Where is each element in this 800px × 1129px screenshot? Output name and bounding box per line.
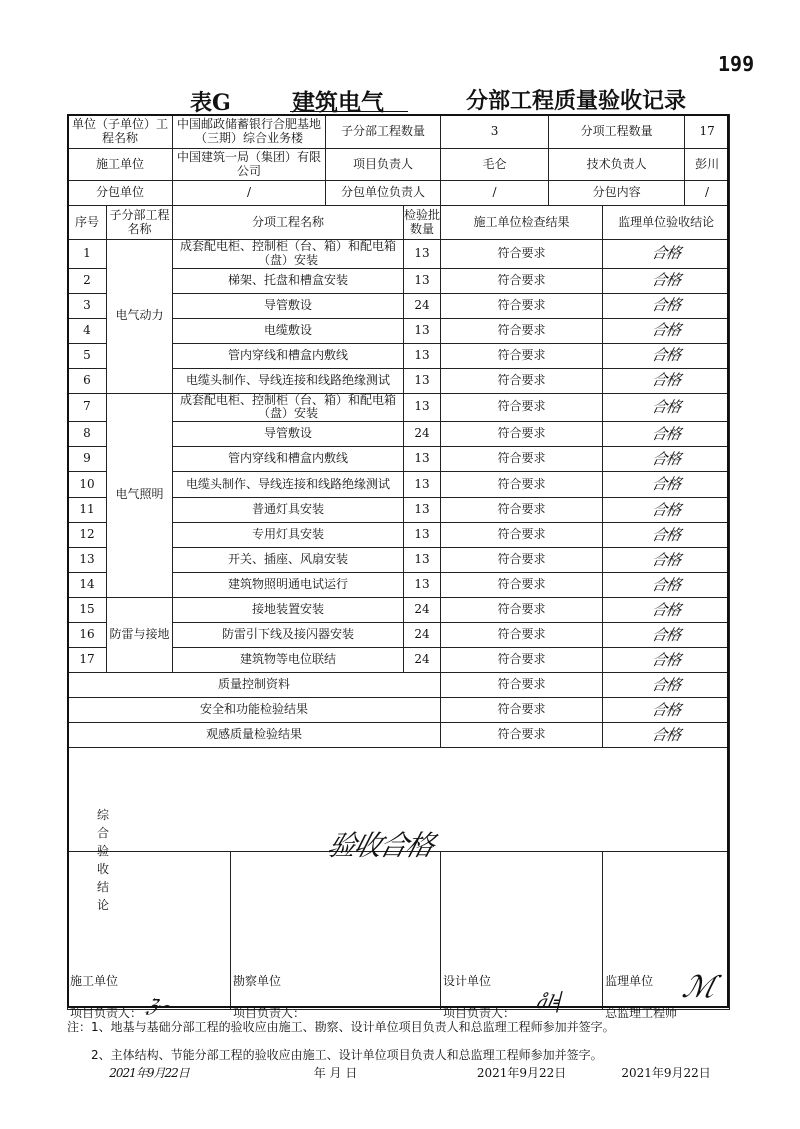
contractor-label: 施工单位 xyxy=(68,149,173,181)
verdict-text: 合格 xyxy=(650,449,683,468)
sub-count-value: 3 xyxy=(441,115,549,149)
item-name: 成套配电柜、控制柜（台、箱）和配电箱（盘）安装 xyxy=(173,240,404,269)
survey-person: 项目负责人： xyxy=(233,1005,306,1020)
row-number: 8 xyxy=(68,422,107,447)
item-rows xyxy=(68,240,730,673)
note-2: 2、主体结构、节能分部工程的验收应由施工、设计单位项目负责人和总监理工程师参加并签字。 xyxy=(91,1048,603,1062)
sub-count-label: 子分部工程数量 xyxy=(326,115,441,149)
batch-count: 13 xyxy=(404,548,441,573)
design-signature: ål╡ xyxy=(534,991,568,1013)
verdict-signature xyxy=(603,318,730,343)
verdict-signature xyxy=(603,472,730,498)
batch-count: 24 xyxy=(404,648,441,673)
verdict-text: 合格 xyxy=(650,424,683,443)
col-conclusion: 监理单位验收结论 xyxy=(603,206,730,240)
pm-label: 项目负责人 xyxy=(326,149,441,181)
row-number: 7 xyxy=(68,393,107,422)
tech-label: 技术负责人 xyxy=(549,149,685,181)
signature-row xyxy=(68,852,730,1010)
verdict-text: 合格 xyxy=(650,295,683,314)
row-number: 11 xyxy=(68,498,107,523)
item-name: 普通灯具安装 xyxy=(173,498,404,523)
col-result: 施工单位检查结果 xyxy=(441,206,603,240)
check-result: 符合要求 xyxy=(441,422,603,447)
row-number: 3 xyxy=(68,293,107,318)
survey-unit: 勘察单位 xyxy=(233,973,282,988)
row-number: 5 xyxy=(68,343,107,368)
item-name: 开关、插座、风扇安装 xyxy=(173,548,404,573)
item-count-value: 17 xyxy=(685,115,730,149)
verdict-signature xyxy=(603,648,730,673)
row-number: 15 xyxy=(68,598,107,623)
verdict-signature xyxy=(603,293,730,318)
verdict-signature xyxy=(603,343,730,368)
form-title xyxy=(0,84,800,114)
table-row xyxy=(68,598,730,623)
verdict-text: 合格 xyxy=(650,550,683,569)
item-name: 导管敷设 xyxy=(173,422,404,447)
batch-count: 13 xyxy=(404,240,441,269)
row-number: 4 xyxy=(68,318,107,343)
verdict-text: 合格 xyxy=(650,525,683,544)
title-suffix: 分部工程质量验收记录 xyxy=(466,88,687,114)
verdict-signature xyxy=(603,268,730,293)
batch-count: 13 xyxy=(404,573,441,598)
summary-row xyxy=(68,748,730,852)
item-name: 建筑物照明通电试运行 xyxy=(173,573,404,598)
supervision-person: 总监理工程师 xyxy=(605,1005,678,1020)
check-result: 符合要求 xyxy=(441,623,603,648)
verdict-text: 合格 xyxy=(650,320,683,339)
check-result: 符合要求 xyxy=(441,673,603,698)
batch-count: 13 xyxy=(404,523,441,548)
sub-section-name: 电气动力 xyxy=(107,240,173,394)
col-no: 序号 xyxy=(68,206,107,240)
summary-check-row xyxy=(68,698,730,723)
header-row-1 xyxy=(68,115,730,149)
summary-check-row xyxy=(68,673,730,698)
item-name: 接地装置安装 xyxy=(173,598,404,623)
note-1: 注：1、地基与基础分部工程的验收应由施工、勘察、设计单位项目负责人和总监理工程师参加并签字。 xyxy=(67,1020,615,1034)
row-number: 6 xyxy=(68,368,107,393)
col-batch: 检验批数量 xyxy=(404,206,441,240)
check-result: 符合要求 xyxy=(441,240,603,269)
verdict-signature xyxy=(603,368,730,393)
construction-date: 2021年9月22日 xyxy=(109,1065,189,1080)
verdict-signature xyxy=(603,498,730,523)
verdict-text: 合格 xyxy=(650,575,683,594)
batch-count: 24 xyxy=(404,623,441,648)
batch-count: 13 xyxy=(404,343,441,368)
verdict-text: 合格 xyxy=(650,475,683,494)
item-name: 导管敷设 xyxy=(173,293,404,318)
supervision-unit: 监理单位 xyxy=(605,973,654,988)
title-prefix: 表G xyxy=(190,90,231,116)
check-result: 符合要求 xyxy=(441,318,603,343)
contractor-value: 中国建筑一局（集团）有限公司 xyxy=(173,149,326,181)
column-header-row xyxy=(68,206,730,240)
pm-value: 毛仑 xyxy=(441,149,549,181)
sub-content-label: 分包内容 xyxy=(549,181,685,206)
table-row xyxy=(68,240,730,269)
check-result: 符合要求 xyxy=(441,498,603,523)
verdict-signature xyxy=(603,598,730,623)
verdict-signature xyxy=(603,422,730,447)
summary-label: 综合验收结论 xyxy=(96,807,109,912)
check-result: 符合要求 xyxy=(441,343,603,368)
verdict-text: 合格 xyxy=(650,244,683,263)
verdict-signature xyxy=(603,240,730,269)
check-item-label: 观感质量检验结果 xyxy=(68,723,441,748)
verdict-signature xyxy=(603,393,730,422)
supervision-date: 2021年9月22日 xyxy=(621,1065,711,1080)
header-row-2 xyxy=(68,149,730,181)
check-item-label: 质量控制资料 xyxy=(68,673,441,698)
sub-content-value: / xyxy=(685,181,730,206)
sub-unit-label: 分包单位 xyxy=(68,181,173,206)
survey-date: 年 月 日 xyxy=(313,1065,358,1080)
col-sub-name: 子分部工程名称 xyxy=(107,206,173,240)
item-count-label: 分项工程数量 xyxy=(549,115,685,149)
construction-signature: ℨ∽ xyxy=(143,995,176,1017)
row-number: 12 xyxy=(68,523,107,548)
verdict-text: 合格 xyxy=(650,725,683,744)
verdict-text: 合格 xyxy=(650,625,683,644)
batch-count: 13 xyxy=(404,268,441,293)
check-item-label: 安全和功能检验结果 xyxy=(68,698,441,723)
verdict-text: 合格 xyxy=(650,700,683,719)
page-number: 199 xyxy=(718,52,755,76)
sub-section-name: 电气照明 xyxy=(107,393,173,598)
batch-count: 13 xyxy=(404,368,441,393)
unit-value: 中国邮政储蓄银行合肥基地（三期）综合业务楼 xyxy=(173,115,326,149)
item-name: 建筑物等电位联结 xyxy=(173,648,404,673)
batch-count: 13 xyxy=(404,447,441,472)
check-result: 符合要求 xyxy=(441,472,603,498)
verdict-signature xyxy=(603,673,730,698)
check-result: 符合要求 xyxy=(441,523,603,548)
item-name: 防雷引下线及接闪器安装 xyxy=(173,623,404,648)
check-result: 符合要求 xyxy=(441,268,603,293)
sub-pm-label: 分包单位负责人 xyxy=(326,181,441,206)
verdict-signature xyxy=(603,548,730,573)
summary-check-row xyxy=(68,723,730,748)
verdict-text: 合格 xyxy=(650,500,683,519)
item-name: 电缆头制作、导线连接和线路绝缘测试 xyxy=(173,472,404,498)
item-name: 管内穿线和槽盒内敷线 xyxy=(173,447,404,472)
title-underline xyxy=(290,111,408,112)
item-name: 梯架、托盘和槽盒安装 xyxy=(173,268,404,293)
design-date: 2021年9月22日 xyxy=(476,1065,567,1080)
verdict-text: 合格 xyxy=(650,270,683,289)
verdict-signature xyxy=(603,447,730,472)
supervision-signature: ℳ xyxy=(678,969,720,1005)
sub-section-name: 防雷与接地 xyxy=(107,598,173,673)
table-row xyxy=(68,393,730,422)
check-result: 符合要求 xyxy=(441,598,603,623)
row-number: 17 xyxy=(68,648,107,673)
design-unit: 设计单位 xyxy=(443,973,492,988)
summary-text: 验收合格 xyxy=(324,828,437,862)
construction-unit: 施工单位 xyxy=(70,973,119,988)
header-row-3 xyxy=(68,181,730,206)
row-number: 9 xyxy=(68,447,107,472)
row-number: 14 xyxy=(68,573,107,598)
check-result: 符合要求 xyxy=(441,293,603,318)
verdict-text: 合格 xyxy=(650,675,683,694)
verdict-signature xyxy=(603,723,730,748)
batch-count: 13 xyxy=(404,472,441,498)
row-number: 13 xyxy=(68,548,107,573)
verdict-signature xyxy=(603,523,730,548)
check-result: 符合要求 xyxy=(441,573,603,598)
verdict-text: 合格 xyxy=(650,600,683,619)
design-person: 项目负责人： xyxy=(443,1005,516,1020)
item-name: 电缆头制作、导线连接和线路绝缘测试 xyxy=(173,368,404,393)
batch-count: 13 xyxy=(404,318,441,343)
verdict-text: 合格 xyxy=(650,370,683,389)
row-number: 10 xyxy=(68,472,107,498)
check-result: 符合要求 xyxy=(441,723,603,748)
item-name: 电缆敷设 xyxy=(173,318,404,343)
verdict-signature xyxy=(603,623,730,648)
item-name: 管内穿线和槽盒内敷线 xyxy=(173,343,404,368)
batch-count: 13 xyxy=(404,393,441,422)
verdict-signature xyxy=(603,698,730,723)
col-item-name: 分项工程名称 xyxy=(173,206,404,240)
check-result: 符合要求 xyxy=(441,447,603,472)
row-number: 1 xyxy=(68,240,107,269)
batch-count: 24 xyxy=(404,422,441,447)
check-result: 符合要求 xyxy=(441,368,603,393)
check-result: 符合要求 xyxy=(441,393,603,422)
extra-rows xyxy=(68,673,730,748)
item-name: 成套配电柜、控制柜（台、箱）和配电箱（盘）安装 xyxy=(173,393,404,422)
item-name: 专用灯具安装 xyxy=(173,523,404,548)
sub-pm-value: / xyxy=(441,181,549,206)
sub-unit-value: / xyxy=(173,181,326,206)
tech-value: 彭川 xyxy=(685,149,730,181)
batch-count: 13 xyxy=(404,498,441,523)
title-subject: 建筑电气 xyxy=(292,89,384,116)
row-number: 16 xyxy=(68,623,107,648)
batch-count: 24 xyxy=(404,293,441,318)
check-result: 符合要求 xyxy=(441,648,603,673)
batch-count: 24 xyxy=(404,598,441,623)
verdict-text: 合格 xyxy=(650,345,683,364)
row-number: 2 xyxy=(68,268,107,293)
check-result: 符合要求 xyxy=(441,698,603,723)
check-result: 符合要求 xyxy=(441,548,603,573)
unit-label: 单位（子单位）工程名称 xyxy=(68,115,173,149)
construction-person: 项目负责人： xyxy=(70,1005,143,1020)
verdict-text: 合格 xyxy=(650,650,683,669)
verdict-signature xyxy=(603,573,730,598)
verdict-text: 合格 xyxy=(650,397,683,416)
